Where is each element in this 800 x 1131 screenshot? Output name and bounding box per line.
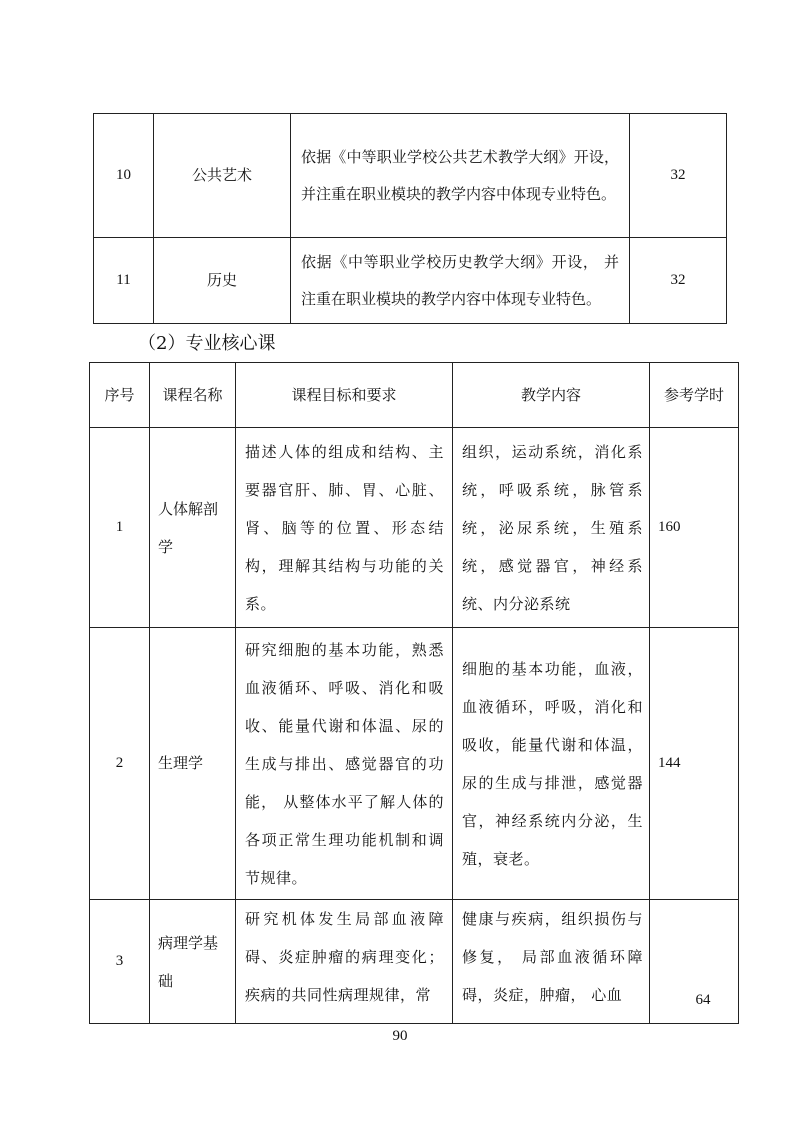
table-row [90, 428, 739, 628]
core-courses-table [89, 362, 739, 1024]
table-row [94, 114, 727, 238]
course-content: 组织，运动系统，消化系统，呼吸系统，脉管系统，泌尿系统，生殖系统，感觉器官，神经系统、内分泌系统 [453, 428, 650, 628]
course-hours: 32 [630, 238, 727, 324]
course-number: 2 [90, 628, 150, 900]
course-name: 人体解剖学 [150, 428, 236, 628]
course-name: 生理学 [150, 628, 236, 900]
header-goals: 课程目标和要求 [236, 363, 453, 428]
header-content: 教学内容 [453, 363, 650, 428]
course-description: 依据《中等职业学校公共艺术教学大纲》开设，并注重在职业模块的教学内容中体现专业特色。 [291, 114, 630, 238]
course-content: 细胞的基本功能，血液，血液循环，呼吸，消化和吸收，能量代谢和体温，尿的生成与排泄，感觉器官，神经系统内分泌，生殖，衰老。 [453, 628, 650, 900]
course-hours: 64 [650, 900, 739, 1024]
course-name: 病理学基础 [150, 900, 236, 1024]
course-number: 1 [90, 428, 150, 628]
course-goals: 描述人体的组成和结构、主要器官肝、肺、胃、心脏、肾、脑等的位置、形态结构，理解其结构与功能的关系。 [236, 428, 453, 628]
course-hours: 32 [630, 114, 727, 238]
table-row [94, 238, 727, 324]
course-number: 10 [94, 114, 154, 238]
course-number: 11 [94, 238, 154, 324]
header-hours: 参考学时 [650, 363, 739, 428]
section-title: （2）专业核心课 [138, 333, 276, 354]
course-number: 3 [90, 900, 150, 1024]
general-courses-table [93, 113, 727, 324]
table-header-row [90, 363, 739, 428]
course-goals: 研究机体发生局部血液障碍、炎症肿瘤的病理变化；疾病的共同性病理规律，常 [236, 900, 453, 1024]
course-name: 历史 [154, 238, 291, 324]
header-course-name: 课程名称 [150, 363, 236, 428]
course-hours: 160 [650, 428, 739, 628]
course-name: 公共艺术 [154, 114, 291, 238]
course-goals: 研究细胞的基本功能，熟悉血液循环、呼吸、消化和吸收、能量代谢和体温、尿的生成与排出、感觉器官的功能， 从整体水平了解人体的各项正常生理功能机制和调节规律。 [236, 628, 453, 900]
course-hours: 144 [650, 628, 739, 900]
table-row [90, 628, 739, 900]
header-number: 序号 [90, 363, 150, 428]
course-description: 依据《中等职业学校历史教学大纲》开设， 并注重在职业模块的教学内容中体现专业特色。 [291, 238, 630, 324]
page-number: 90 [392, 1028, 408, 1044]
course-content: 健康与疾病，组织损伤与修复， 局部血液循环障碍，炎症，肿瘤， 心血 [453, 900, 650, 1024]
table-row [90, 900, 739, 1024]
